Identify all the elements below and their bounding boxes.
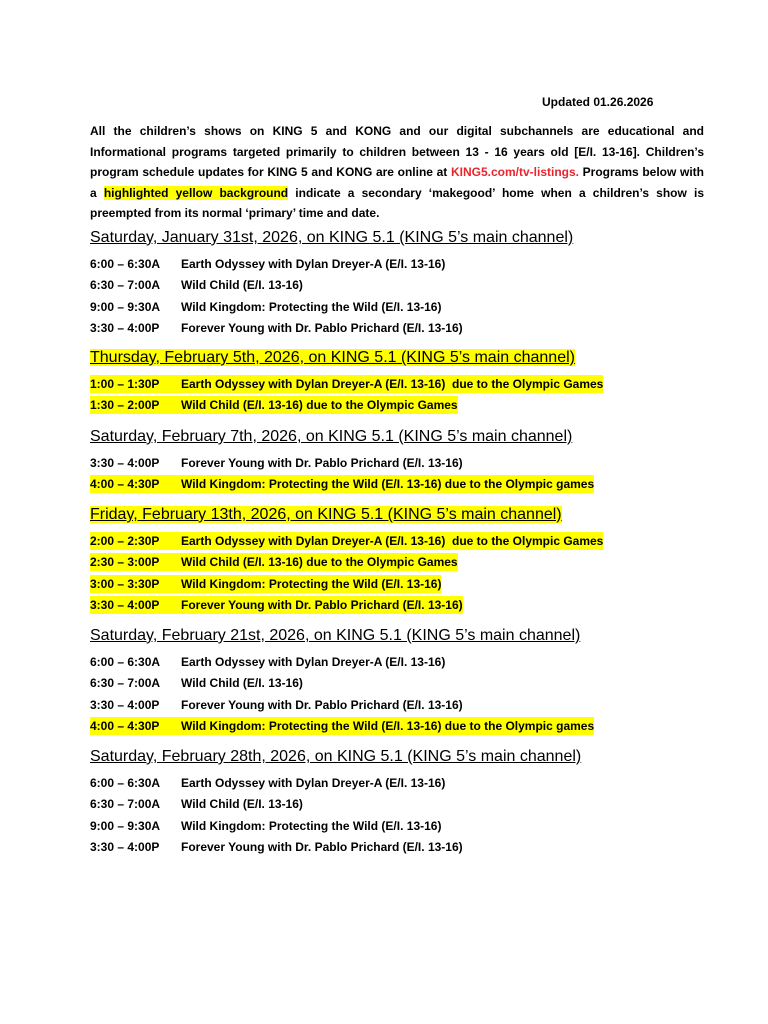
schedule-row-content	[90, 553, 458, 571]
schedule-row	[90, 319, 710, 340]
schedule-section	[90, 746, 710, 860]
time-slot: 2:00 – 2:30P	[90, 534, 160, 548]
schedule-row	[90, 255, 710, 276]
time-slot: 9:00 – 9:30A	[90, 818, 161, 833]
updated-date: Updated 01.26.2026	[542, 95, 654, 109]
schedule-row-content	[90, 674, 303, 692]
program-title: Forever Young with Dr. Pablo Prichard (E/I. 13-16)	[181, 321, 463, 336]
program-title: Forever Young with Dr. Pablo Prichard (E/I. 13-16)	[181, 840, 463, 855]
schedule-row	[90, 276, 710, 297]
schedule-rows	[90, 375, 710, 418]
schedule-row-content	[90, 475, 594, 493]
schedule-row	[90, 532, 710, 553]
schedule-rows	[90, 532, 710, 618]
time-slot: 6:00 – 6:30A	[90, 655, 161, 669]
time-slot: 3:30 – 4:00P	[90, 697, 160, 712]
program-title: Wild Child (E/I. 13-16)	[181, 676, 303, 691]
schedule-row	[90, 396, 710, 417]
program-title: Wild Child (E/I. 13-16)	[181, 797, 303, 812]
program-title: Wild Child (E/I. 13-16) due to the Olympic Games	[181, 398, 458, 413]
section-heading	[90, 504, 710, 526]
program-title: Earth Odyssey with Dylan Dreyer-A (E/I. 13-16)	[181, 655, 446, 669]
schedule-row-content	[90, 575, 441, 593]
program-title: Wild Kingdom: Protecting the Wild (E/I. 13-16)	[181, 299, 442, 314]
intro-text-1: All the children’s shows on KING 5 and KONG and our digital subchannels are educational and Informational programs targeted primarily to children between 13 - 16 years old [E/I. 13-16]. Children’s program schedule updates for KING 5 and KONG are online at	[90, 124, 704, 179]
program-title: Forever Young with Dr. Pablo Prichard (E/I. 13-16)	[181, 697, 463, 712]
program-title: Earth Odyssey with Dylan Dreyer-A (E/I. 13-16)	[181, 257, 446, 271]
program-title: Wild Child (E/I. 13-16) due to the Olympic Games	[181, 555, 458, 570]
program-title: Wild Kingdom: Protecting the Wild (E/I. 13-16)	[181, 818, 442, 833]
schedule-section	[90, 426, 710, 497]
schedule-rows	[90, 774, 710, 860]
schedule-row	[90, 454, 710, 475]
schedule-section	[90, 504, 710, 618]
schedule-rows	[90, 653, 710, 739]
program-title: Wild Kingdom: Protecting the Wild (E/I. 13-16)	[181, 576, 442, 591]
schedule-row-content	[90, 717, 594, 735]
highlight-sample: highlighted yellow background	[103, 185, 289, 200]
schedule-row-content	[90, 454, 463, 472]
intro-text-3: indicate a secondary ‘makegood’ home when a children’s show is preempted from its normal ‘primary’ time and date.	[90, 185, 704, 220]
schedule-row-content	[90, 696, 463, 714]
schedule-row	[90, 717, 710, 738]
schedule-row-content	[90, 596, 463, 614]
section-heading	[90, 227, 710, 249]
program-title: Wild Kingdom: Protecting the Wild (E/I. 13-16) due to the Olympic games	[181, 477, 595, 492]
program-title: Earth Odyssey with Dylan Dreyer-A (E/I. 13-16) due to the Olympic Games	[181, 377, 604, 391]
time-slot: 3:30 – 4:00P	[90, 840, 160, 855]
program-title: Wild Child (E/I. 13-16)	[181, 278, 303, 293]
schedule-row-content	[90, 396, 458, 414]
schedule-row	[90, 475, 710, 496]
section-heading	[90, 746, 710, 768]
time-slot: 4:00 – 4:30P	[90, 477, 160, 492]
section-heading-text: Friday, February 13th, 2026, on KING 5.1 (KING 5’s main channel)	[90, 506, 562, 523]
time-slot: 4:00 – 4:30P	[90, 719, 160, 734]
schedule-row	[90, 817, 710, 838]
time-slot: 3:30 – 4:00P	[90, 456, 160, 470]
schedule-row-content	[90, 838, 463, 856]
section-heading	[90, 347, 710, 369]
schedule-row-content	[90, 795, 303, 813]
schedule-row	[90, 298, 710, 319]
schedule-row-content	[90, 319, 463, 337]
time-slot: 2:30 – 3:00P	[90, 555, 160, 570]
time-slot: 1:30 – 2:00P	[90, 398, 160, 413]
schedule-row	[90, 795, 710, 816]
schedule-row-content	[90, 532, 603, 550]
schedule-row	[90, 653, 710, 674]
time-slot: 6:30 – 7:00A	[90, 278, 161, 293]
program-title: Forever Young with Dr. Pablo Prichard (E/I. 13-16)	[181, 598, 463, 613]
schedule-row	[90, 575, 710, 596]
section-heading-text: Saturday, February 28th, 2026, on KING 5.1 (KING 5’s main channel)	[90, 748, 582, 765]
schedule-row-content	[90, 774, 445, 792]
intro-text-2: Programs below with a	[90, 165, 704, 200]
listings-link[interactable]: KING5.com/tv-listings.	[450, 165, 579, 179]
section-heading-text: Thursday, February 5th, 2026, on KING 5.1 (KING 5’s main channel)	[90, 349, 575, 366]
schedule-rows	[90, 255, 710, 341]
schedule-row-content	[90, 653, 445, 671]
program-title: Earth Odyssey with Dylan Dreyer-A (E/I. 13-16)	[181, 776, 446, 790]
schedule-row-content	[90, 298, 441, 316]
time-slot: 6:30 – 7:00A	[90, 676, 161, 691]
schedule-row-content	[90, 375, 603, 393]
schedule-section	[90, 347, 710, 418]
schedule-row	[90, 553, 710, 574]
section-heading-text: Saturday, February 7th, 2026, on KING 5.1 (KING 5’s main channel)	[90, 428, 573, 445]
schedule-section	[90, 625, 710, 739]
section-heading-text: Saturday, February 21st, 2026, on KING 5.1 (KING 5’s main channel)	[90, 627, 581, 644]
program-title: Wild Kingdom: Protecting the Wild (E/I. 13-16) due to the Olympic games	[181, 719, 595, 734]
time-slot: 3:00 – 3:30P	[90, 576, 160, 591]
schedule-rows	[90, 454, 710, 497]
schedule-row	[90, 696, 710, 717]
time-slot: 6:30 – 7:00A	[90, 797, 161, 812]
schedule-row-content	[90, 276, 303, 294]
program-title: Earth Odyssey with Dylan Dreyer-A (E/I. 13-16) due to the Olympic Games	[181, 534, 604, 548]
schedule-row	[90, 838, 710, 859]
schedule-row	[90, 674, 710, 695]
time-slot: 6:00 – 6:30A	[90, 776, 161, 790]
time-slot: 6:00 – 6:30A	[90, 257, 161, 271]
schedule-section	[90, 227, 710, 341]
schedule-row-content	[90, 817, 441, 835]
section-heading-text: Saturday, January 31st, 2026, on KING 5.1 (KING 5’s main channel)	[90, 229, 574, 246]
time-slot: 3:30 – 4:00P	[90, 321, 160, 336]
schedule-row	[90, 375, 710, 396]
schedule-row-content	[90, 255, 445, 273]
time-slot: 1:00 – 1:30P	[90, 377, 160, 391]
section-heading	[90, 625, 710, 647]
schedule-row	[90, 774, 710, 795]
intro-paragraph	[90, 121, 704, 224]
time-slot: 9:00 – 9:30A	[90, 299, 161, 314]
program-title: Forever Young with Dr. Pablo Prichard (E/I. 13-16)	[181, 456, 463, 470]
time-slot: 3:30 – 4:00P	[90, 598, 160, 613]
section-heading	[90, 426, 710, 448]
schedule-row	[90, 596, 710, 617]
